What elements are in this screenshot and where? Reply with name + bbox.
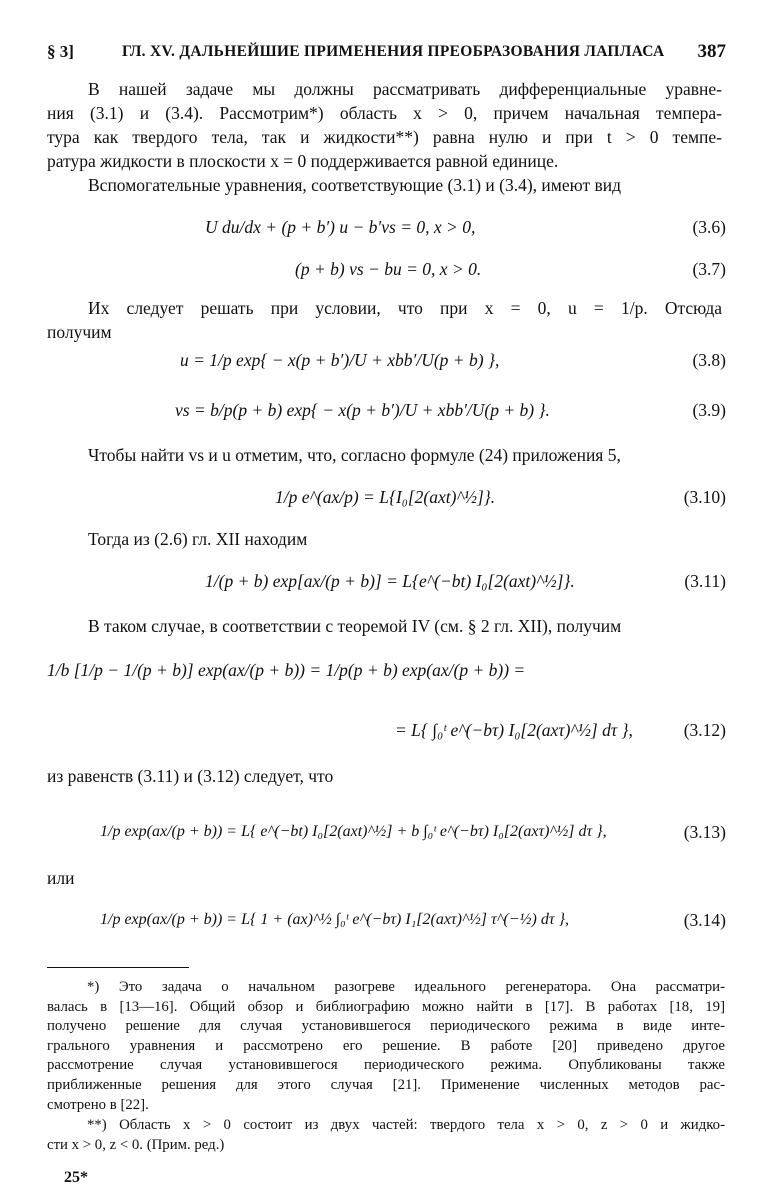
paragraph-2: Вспомогательные уравнения, соответствующие (3.1) и (3.4), имеют вид (88, 175, 622, 195)
paragraph-5: Тогда из (2.6) гл. XII находим (88, 529, 308, 549)
equation-3-12-line-1: 1/b [1/p − 1/(p + b)] exp(ax/(p + b)) = 1/p(p + b) exp(ax/(p + b)) = (47, 660, 526, 680)
equation-number-3-8: (3.8) (692, 350, 726, 370)
equation-number-3-11: (3.11) (684, 571, 726, 591)
running-title: ГЛ. XV. ДАЛЬНЕЙШИЕ ПРИМЕНЕНИЯ ПРЕОБРАЗОВАНИЯ ЛАПЛАСА (122, 43, 665, 60)
page-number: 387 (697, 41, 726, 62)
footnote-2 (47, 1116, 725, 1155)
equation-3-8: u = 1/p exp{ − x(p + b′)/U + xbb′/U(p + b) }, (180, 350, 500, 370)
equation-number-3-14: (3.14) (683, 910, 726, 930)
section-mark: § 3] (47, 42, 74, 61)
footnote-1-line-4: грального уравнения и рассмотрено его решение. В работе [20] приведено другое (47, 1037, 725, 1054)
footnote-1-line-7: смотрено в [22]. (47, 1096, 149, 1113)
paragraph-1-line-2: ния (3.1) и (3.4). Рассмотрим*) область x > 0, причем начальная темпера- (47, 103, 722, 123)
equation-number-3-9: (3.9) (692, 400, 726, 420)
equation-number-3-7: (3.7) (692, 259, 726, 279)
footnote-1-line-6: приближенные решения для этого случая [21]. Применение численных методов рас- (47, 1076, 725, 1093)
equation-number-3-10: (3.10) (683, 487, 726, 507)
footnote-1 (47, 978, 725, 1115)
equation-number-3-12: (3.12) (683, 720, 726, 740)
footnote-1-line-3: получено решение для случая установившегося периодического режима в виде инте- (47, 1018, 725, 1035)
paragraph-1-line-3: тура как твердого тела, так и жидкости**) равна нулю и при t > 0 темпе- (47, 127, 722, 147)
equation-3-10: 1/p e^(ax/p) = L{I₀[2(axt)^½]}. (275, 487, 496, 507)
paragraph-1-line-4: ратура жидкости в плоскости x = 0 поддерживается равной единице. (47, 151, 559, 171)
equation-3-12-line-2: = L{ ∫₀ᵗ e^(−bτ) I₀[2(axτ)^½] dτ }, (395, 720, 633, 740)
footnote-rule (47, 967, 189, 968)
equation-number-3-6: (3.6) (692, 217, 726, 237)
footnote-1-line-2: валась в [13—16]. Общий обзор и библиографию можно найти в [17]. В работах [18, 19] (47, 998, 725, 1015)
paragraph-3-line-1: Их следует решать при условии, что при x = 0, u = 1/p. Отсюда (88, 298, 722, 318)
paragraph-7: из равенств (3.11) и (3.12) следует, что (47, 766, 334, 786)
equation-3-14: 1/p exp(ax/(p + b)) = L{ 1 + (ax)^½ ∫₀ᵗ e^(−bτ) I₁[2(axτ)^½] τ^(−½) dτ }, (100, 911, 569, 928)
footnote-1-line-1: *) Это задача о начальном разогреве идеального регенератора. Она рассматри- (87, 979, 725, 995)
equation-3-7: (p + b) vs − bu = 0, x > 0. (295, 259, 482, 279)
paragraph-1-line-1: В нашей задаче мы должны рассматривать дифференциальные уравне- (88, 79, 722, 99)
footnote-2-line-2: сти x > 0, z < 0. (Прим. ред.) (47, 1136, 225, 1153)
equation-3-13: 1/p exp(ax/(p + b)) = L{ e^(−bt) I₀[2(axt)^½] + b ∫₀ᵗ e^(−bτ) I₀[2(axτ)^½] dτ }, (100, 823, 607, 840)
equation-3-6: U du/dx + (p + b′) u − b′vs = 0, x > 0, (205, 217, 476, 237)
footnote-2-line-1: **) Область x > 0 состоит из двух частей: твердого тела x > 0, z > 0 и жидко- (87, 1117, 725, 1133)
footnote-1-line-5: рассмотрение случая установившегося периодического режима. Опубликованы также (47, 1057, 725, 1074)
paragraph-6: В таком случае, в соответствии с теоремой IV (см. § 2 гл. XII), получим (88, 616, 622, 636)
equation-3-11: 1/(p + b) exp[ax/(p + b)] = L{e^(−bt) I₀[2(axt)^½]}. (205, 571, 575, 591)
printer-signature: 25* (64, 1169, 88, 1186)
equation-3-9: vs = b/p(p + b) exp{ − x(p + b′)/U + xbb′/U(p + b) }. (175, 400, 550, 420)
paragraph-8: или (47, 868, 75, 888)
paragraph-4: Чтобы найти vs и u отметим, что, согласно формуле (24) приложения 5, (88, 445, 621, 465)
equation-number-3-13: (3.13) (683, 822, 726, 842)
paragraph-3-line-2: получим (47, 322, 112, 342)
